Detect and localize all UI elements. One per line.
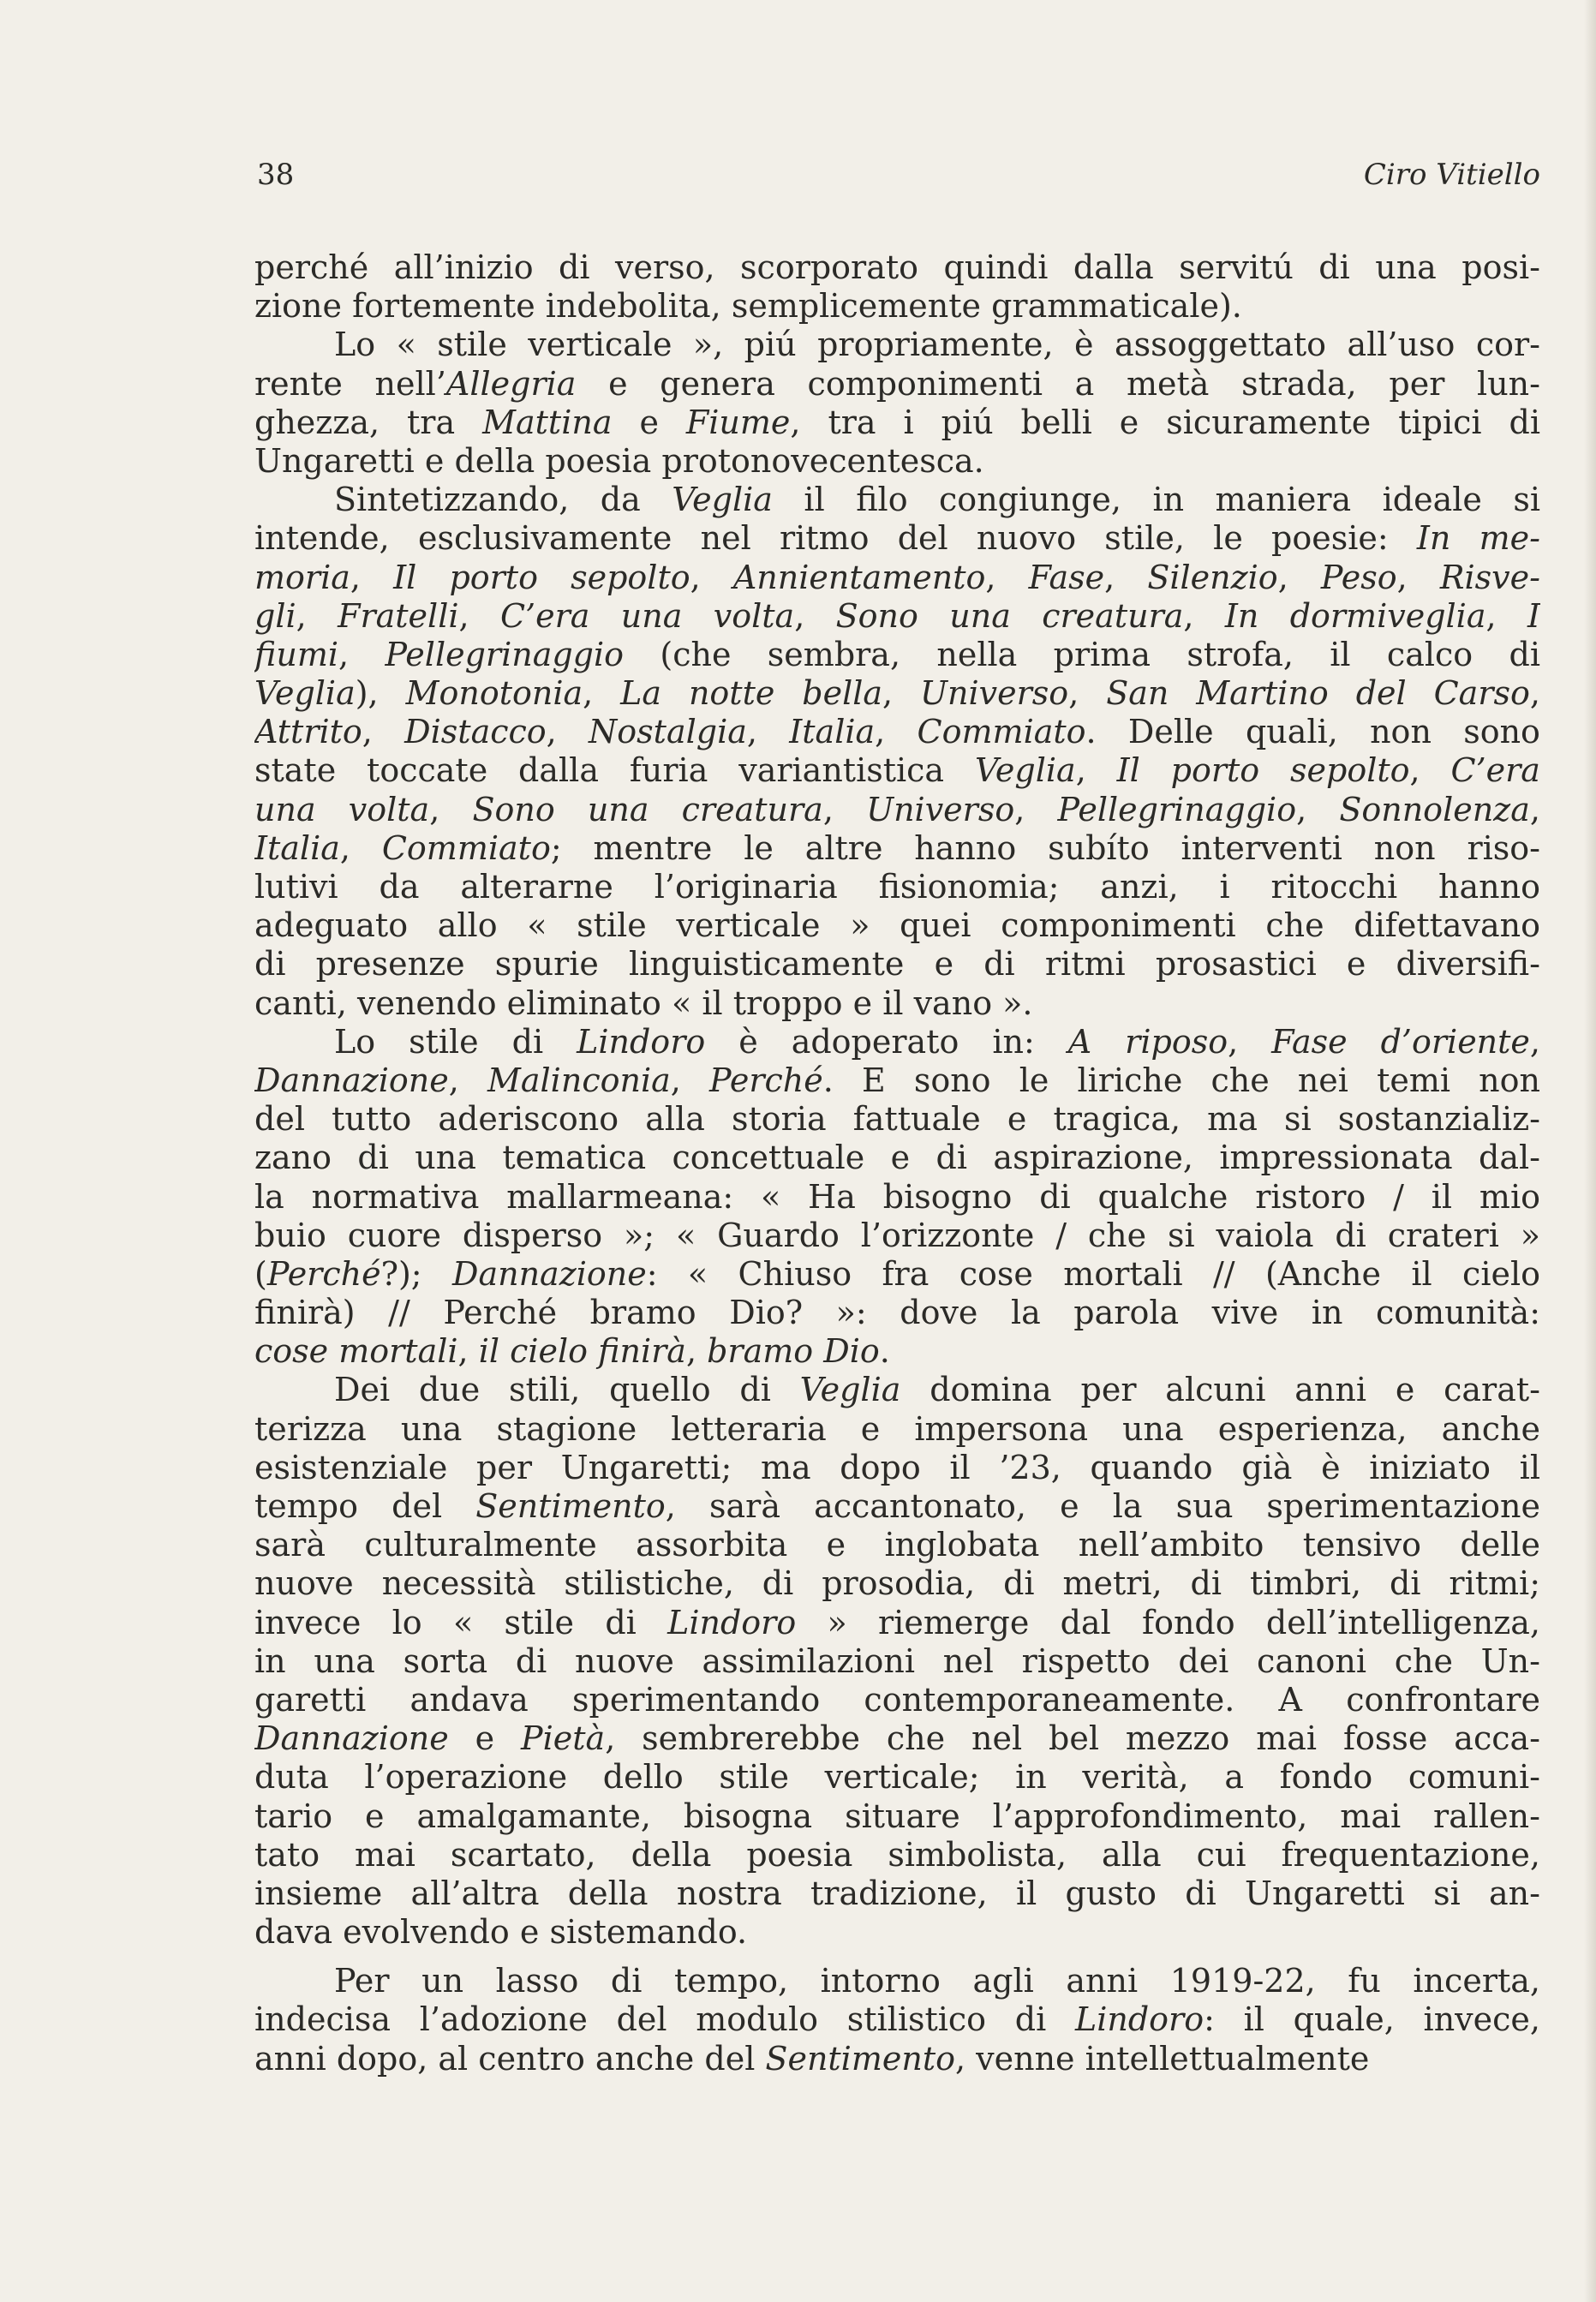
text-line: intende, esclusivamente nel ritmo del nuovo stile, le poesie: In me- <box>254 519 1540 558</box>
text-line: Attrito, Distacco, Nostalgia, Italia, Commiato. Delle quali, non sono <box>254 713 1540 751</box>
text-line: finirà) // Perché bramo Dio? »: dove la parola vive in comunità: <box>254 1294 1540 1332</box>
text-line: Italia, Commiato; mentre le altre hanno subíto interventi non riso- <box>254 828 1540 867</box>
text-line: sarà culturalmente assorbita e inglobata nell’ambito tensivo delle <box>254 1526 1540 1564</box>
page-number: 38 <box>257 158 295 192</box>
paragraph <box>254 1962 1540 2078</box>
text-line: adeguato allo « stile verticale » quei componimenti che difettavano <box>254 906 1540 945</box>
text-line: una volta, Sono una creatura, Universo, Pellegrinaggio, Sonnolenza, <box>254 790 1540 828</box>
text-line: indecisa l’adozione del modulo stilistico di Lindoro: il quale, invece, <box>254 2000 1540 2039</box>
text-line: zano di una tematica concettuale e di aspirazione, impressionata dal- <box>254 1139 1540 1177</box>
text-line: la normativa mallarmeana: « Ha bisogno di qualche ristoro / il mio <box>254 1177 1540 1216</box>
text-line: insieme all’altra della nostra tradizione, il gusto di Ungaretti si an- <box>254 1874 1540 1912</box>
text-line: dava evolvendo e sistemando. <box>254 1913 748 1952</box>
page-edge-shadow <box>1584 0 1596 2302</box>
text-line: tato mai scartato, della poesia simbolista, alla cui frequentazione, <box>254 1835 1540 1874</box>
paragraph <box>254 326 1540 481</box>
text-line: anni dopo, al centro anche del Sentimento, venne intellettualmente <box>254 2039 1370 2078</box>
paragraph <box>254 248 1540 326</box>
text-line: tempo del Sentimento, sarà accantonato, e la sua sperimentazione <box>254 1487 1540 1525</box>
text-line: Dei due stili, quello di Veglia domina per alcuni anni e carat- <box>334 1371 1540 1409</box>
text-line: Dannazione, Malinconia, Perché. E sono le liriche che nei temi non <box>254 1061 1540 1099</box>
running-title: Ciro Vitiello <box>1363 158 1540 192</box>
text-line: Veglia), Monotonia, La notte bella, Universo, San Martino del Carso, <box>254 674 1540 713</box>
text-line: fiumi, Pellegrinaggio (che sembra, nella prima strofa, il calco di <box>254 635 1540 673</box>
paragraph <box>254 1023 1540 1372</box>
text-line: esistenziale per Ungaretti; ma dopo il ’23, quando già è iniziato il <box>254 1448 1540 1486</box>
text-line: invece lo « stile di Lindoro » riemerge dal fondo dell’intelligenza, <box>254 1603 1540 1641</box>
body-text <box>254 248 1540 2078</box>
text-line: lutivi da alterarne l’originaria fisionomia; anzi, i ritocchi hanno <box>254 868 1540 906</box>
text-line: buio cuore disperso »; « Guardo l’orizzonte / che si vaiola di crateri » <box>254 1216 1540 1254</box>
text-line: Lo « stile verticale », piú propriamente, è assoggettato all’uso cor- <box>334 326 1540 364</box>
text-line: di presenze spurie linguisticamente e di ritmi prosastici e diversifi- <box>254 945 1540 984</box>
text-line: moria, Il porto sepolto, Annientamento, Fase, Silenzio, Peso, Risve- <box>254 558 1540 596</box>
text-line: Lo stile di Lindoro è adoperato in: A riposo, Fase d’oriente, <box>334 1022 1540 1061</box>
text-line: Ungaretti e della poesia protonovecentesca. <box>254 441 984 480</box>
text-line: zione fortemente indebolita, semplicemente grammaticale). <box>254 287 1242 326</box>
paragraph <box>254 481 1540 1023</box>
text-line: ghezza, tra Mattina e Fiume, tra i piú belli e sicuramente tipici di <box>254 403 1540 441</box>
text-line: Per un lasso di tempo, intorno agli anni 1919-22, fu incerta, <box>334 1962 1540 2000</box>
text-line: garetti andava sperimentando contemporaneamente. A confrontare <box>254 1680 1540 1719</box>
text-line: Sintetizzando, da Veglia il filo congiunge, in maniera ideale si <box>334 481 1540 519</box>
text-line: perché all’inizio di verso, scorporato quindi dalla servitú di una posi- <box>254 248 1540 286</box>
text-line: nuove necessità stilistiche, di prosodia, di metri, di timbri, di ritmi; <box>254 1564 1540 1603</box>
text-line: rente nell’Allegria e genera componimenti a metà strada, per lun- <box>254 364 1540 403</box>
text-line: Dannazione e Pietà, sembrerebbe che nel bel mezzo mai fosse acca- <box>254 1719 1540 1758</box>
text-line: terizza una stagione letteraria e impersona una esperienza, anche <box>254 1409 1540 1448</box>
text-line: del tutto aderiscono alla storia fattuale e tragica, ma si sostanzializ- <box>254 1100 1540 1139</box>
text-line: tario e amalgamante, bisogna situare l’approfondimento, mai rallen- <box>254 1797 1540 1835</box>
text-line: (Perché?); Dannazione: « Chiuso fra cose mortali // (Anche il cielo <box>254 1254 1540 1293</box>
paragraph <box>254 1371 1540 1952</box>
text-line: duta l’operazione dello stile verticale; in verità, a fondo comuni- <box>254 1758 1540 1797</box>
text-line: in una sorta di nuove assimilazioni nel rispetto dei canoni che Un- <box>254 1641 1540 1680</box>
running-head <box>257 154 1540 195</box>
text-line: canti, venendo eliminato « il troppo e il vano ». <box>254 984 1033 1022</box>
text-line: cose mortali, il cielo finirà, bramo Dio. <box>254 1332 890 1371</box>
text-line: gli, Fratelli, C’era una volta, Sono una creatura, In dormiveglia, I <box>254 596 1540 635</box>
text-line: state toccate dalla furia variantistica Veglia, Il porto sepolto, C’era <box>254 751 1540 790</box>
